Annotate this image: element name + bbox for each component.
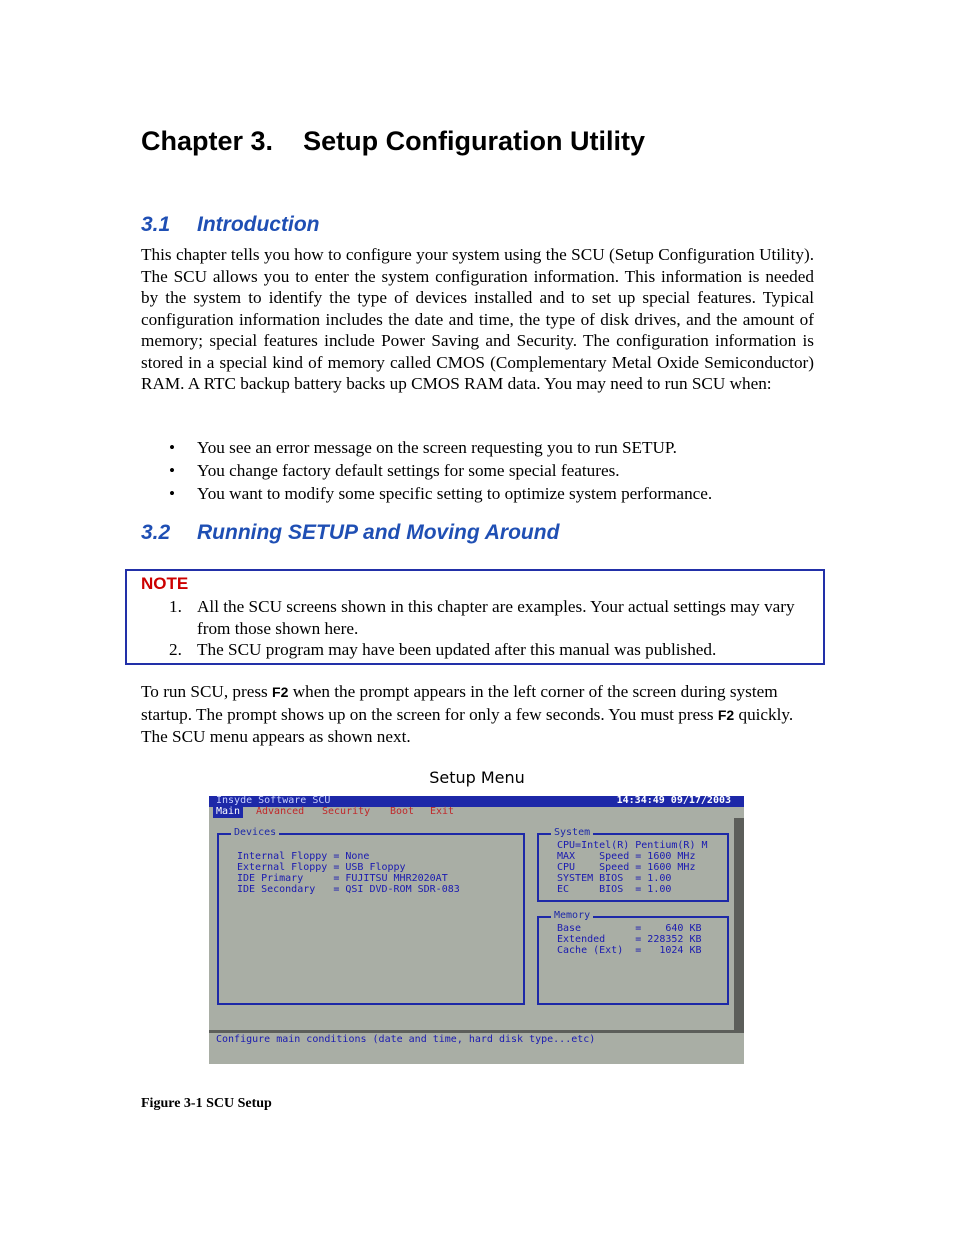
- scu-system-panel: [537, 827, 729, 902]
- scu-memory-line: Base = 640 KB: [557, 923, 702, 934]
- bullet-icon: •: [169, 461, 176, 480]
- scu-system-line: MAX Speed = 1600 MHz: [557, 851, 696, 862]
- scu-system-line: EC BIOS = 1.00: [557, 884, 672, 895]
- section-heading-introduction: [141, 213, 319, 237]
- bullet-icon: •: [169, 484, 176, 503]
- scu-tab-advanced: Advanced: [256, 806, 305, 817]
- figure-label: Setup Menu: [429, 768, 525, 787]
- scu-tab-security: Security: [322, 806, 371, 817]
- scu-system-line: CPU=Intel(R) Pentium(R) M: [557, 840, 708, 851]
- section-heading-running-setup: [141, 521, 559, 545]
- scu-screenshot: [209, 796, 744, 1064]
- chapter-title: [141, 126, 645, 157]
- scu-title: Insyde Software SCU: [216, 796, 331, 806]
- scu-memory-panel: [537, 910, 729, 1005]
- section-number: 3.1: [141, 213, 171, 236]
- scu-system-line: SYSTEM BIOS = 1.00: [557, 873, 672, 884]
- list-item: • You change factory default settings for some special features.: [169, 461, 620, 480]
- scu-menu-bar: [209, 807, 744, 818]
- section-title: Running SETUP and Moving Around: [197, 521, 560, 544]
- list-item: 1. All the SCU screens shown in this chapter are examples. Your actual settings may vary from those shown here.: [169, 597, 795, 638]
- key-f2: F2: [717, 706, 735, 723]
- scu-panel-title: Memory: [551, 911, 593, 922]
- chapter-number: Chapter 3.: [141, 126, 274, 156]
- list-item: • You want to modify some specific setting to optimize system performance.: [169, 484, 713, 503]
- scu-device-line: IDE Primary = FUJITSU MHR2020AT: [237, 873, 448, 884]
- bullet-icon: •: [169, 438, 176, 457]
- list-item: 2. The SCU program may have been updated after this manual was published.: [169, 640, 717, 659]
- section-number: 3.2: [141, 521, 171, 544]
- scu-scroll-shade: [734, 818, 744, 1030]
- scu-status-bar: [209, 1030, 744, 1064]
- scu-memory-line: Extended = 228352 KB: [557, 934, 702, 945]
- note-box: [125, 569, 825, 665]
- note-list: [141, 596, 817, 661]
- scu-device-line: IDE Secondary = QSI DVD-ROM SDR-083: [237, 884, 460, 895]
- scu-device-line: External Floppy = USB Floppy: [237, 862, 406, 873]
- note-label: NOTE: [141, 574, 189, 593]
- figure-caption: Figure 3-1 SCU Setup: [141, 1096, 272, 1111]
- scu-datetime: 14:34:49 09/17/2003: [616, 796, 731, 806]
- scu-tab-boot: Boot: [390, 806, 415, 817]
- list-item: • You see an error message on the screen requesting you to run SETUP.: [169, 438, 677, 457]
- scu-panel-title: Devices: [231, 828, 279, 839]
- chapter-name: Setup Configuration Utility: [303, 126, 646, 156]
- intro-paragraph: This chapter tells you how to configure your system using the SCU (Setup Configuration Utility). The SCU allows you to enter the system configuration information. This information is needed by the system to identify the type of devices installed and to set up special features. Typical configuration information includes the date and time, the type of disk drives, and the amount of memory; special features include Power Saving and Security. The configuration information is stored in a special kind of memory called CMOS (Complementary Metal Oxide Semiconductor) RAM. A RTC backup battery backs up CMOS RAM data. You may need to run SCU when:: [141, 245, 814, 393]
- scu-devices-panel: [217, 827, 525, 1005]
- scu-status-text: Configure main conditions (date and time, hard disk type...etc): [216, 1034, 596, 1045]
- scu-tab-exit: Exit: [430, 806, 455, 817]
- scu-device-line: Internal Floppy = None: [237, 851, 370, 862]
- scu-panel-title: System: [551, 828, 593, 839]
- run-reasons-list: [141, 436, 814, 505]
- section-title: Introduction: [197, 213, 320, 236]
- key-f2: F2: [272, 684, 289, 700]
- run-scu-paragraph: To run SCU, press F2 when the prompt appears in the left corner of the screen during system startup. The prompt shows up on the screen for only a few seconds. You must press F2 quickly. The SCU menu appears as shown next.: [141, 682, 794, 746]
- scu-system-line: CPU Speed = 1600 MHz: [557, 862, 696, 873]
- scu-memory-line: Cache (Ext) = 1024 KB: [557, 945, 702, 956]
- scu-tab-main: Main: [213, 807, 243, 818]
